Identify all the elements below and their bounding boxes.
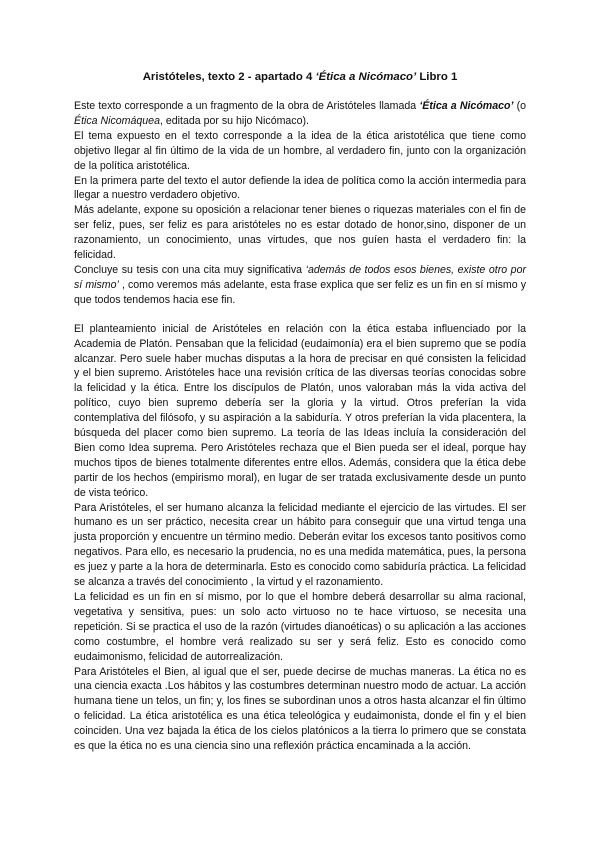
title-work-name: ‘Ética a Nicómaco’ (315, 71, 417, 83)
body-paragraph-1: El planteamiento inicial de Aristóteles en relación con la ética estaba influenciado por la Academia de Platón. Pensaban que la felicidad (eudaimonía) era el bien supremo que se podía alcanzar. Pero suele haber muchas disputas a la hora de precisar en qué consisten la felicidad y el bien supremo. Aristóteles hace una revisión crítica de las diversas teorías conocidas sobre la felicidad y la ética. Entre los discípulos de Platón, unos valoraban más la vida activa del político, cuyo bien supremo debería ser la gloria y la virtud. Otros preferían la vida contemplativa del filósofo, y su aspiración a la sabiduría. Y otros preferían la vida placentera, la búsqueda del placer como bien supremo. La teoría de las Ideas incluía la consideración del Bien como Idea suprema. Pero Aristóteles rechaza que el Bien pueda ser el ideal, porque hay muchos tipos de bienes totalmente diferentes entre ellos. Además, considera que la ética debe partir de los hechos (empirismo moral), en lugar de ser tratada exclusivamente desde un punto de vista teórico. (74, 322, 526, 499)
intro-p1-text: Este texto corresponde a un fragmento de la obra de Aristóteles llamada (74, 100, 420, 112)
intro-p1-after: , editada por su hijo Nicómaco). (159, 114, 309, 127)
section-gap (74, 308, 526, 322)
intro-p5-quote: ‘además de todos esos bienes, existe otro por sí mismo’ (74, 263, 526, 291)
title-text: Aristóteles, texto 2 - apartado 4 (142, 71, 316, 83)
intro-paragraph-5 (74, 263, 526, 308)
intro-paragraph-3: En la primera parte del texto el autor defiende la idea de política como la acción intermedia para llegar a nuestro verdadero objetivo. (74, 174, 526, 202)
body-paragraph-3: La felicidad es un fin en sí mismo, por lo que el hombre deberá desarrollar su alma racional, vegetativa y sensitiva, pues: un solo acto virtuoso no te hace virtuoso, se necesita una repetición. Si se practica el uso de la razón (virtudes dianoéticas) o su aplicación a las acciones como costumbre, el hombre verá realizado su ser y será feliz. Esto es conocido como eudaimonismo, felicidad de autorrealización. (74, 591, 526, 663)
body-paragraph-4: Para Aristóteles el Bien, al igual que el ser, puede decirse de muchas maneras. La ética no es una ciencia exacta .Los hábitos y las costumbres determinan nuestro modo de actuar. La acción humana tiene un telos, un fin; y, los fines se subordinan unos a otros hasta alcanzar el fin último o felicidad. La ética aristotélica es una ética teleológica y eudaimonista, donde el fin y el bien coinciden. Una vez bajada la ética de los cielos platónicos a la tierra lo primero que se constata es que la ética no es una ciencia sino una reflexión práctica encaminada a la acción. (74, 665, 526, 753)
intro-p1-alt-title: Ética Nicomáquea (74, 114, 160, 127)
intro-p1-work: ‘Ética a Nicómaco’ (419, 100, 514, 112)
intro-p1-mid: (o (513, 100, 527, 112)
intro-paragraph-4: Más adelante, expone su oposición a relacionar tener bienes o riquezas materiales con el fin de ser feliz, pues, ser feliz es para aristóteles no es estar dotado de honor,sino, disponer de un razonamiento, un conocimiento, unas virtudes, que nos guíen hasta el verdadero fin: la felicidad. (74, 204, 526, 262)
title-book: Libro 1 (416, 71, 458, 83)
body-paragraph-2: Para Aristóteles, el ser humano alcanza la felicidad mediante el ejercicio de las virtudes. El ser humano es un ser práctico, necesita crear un hábito para conseguir que una virtud tenga una justa proporción y encuentre un término medio. Deberán evitar los excesos tanto positivos como negativos. Para ello, es necesario la prudencia, no es una medida matemática, pues, la persona es juez y parte a la hora de determinarla. Esto es conocido como sabiduría práctica. La felicidad se alcanza a través del conocimiento , la virtud y el razonamiento. (74, 501, 526, 589)
intro-p5-text: Concluye su tesis con una cita muy significativa (74, 263, 306, 276)
intro-paragraph-1 (74, 99, 526, 129)
document-title (74, 70, 526, 85)
intro-p5-after: , como veremos más adelante, esta frase explica que ser feliz es un fin en sí mismo y que todos tendemos hacia ese fin. (74, 278, 526, 306)
intro-paragraph-2: El tema expuesto en el texto corresponde a la idea de la ética aristotélica que tiene como objetivo llegar al fin último de la vida de un hombre, al verdadero fin, junto con la organización de la política aristotélica. (74, 129, 526, 172)
